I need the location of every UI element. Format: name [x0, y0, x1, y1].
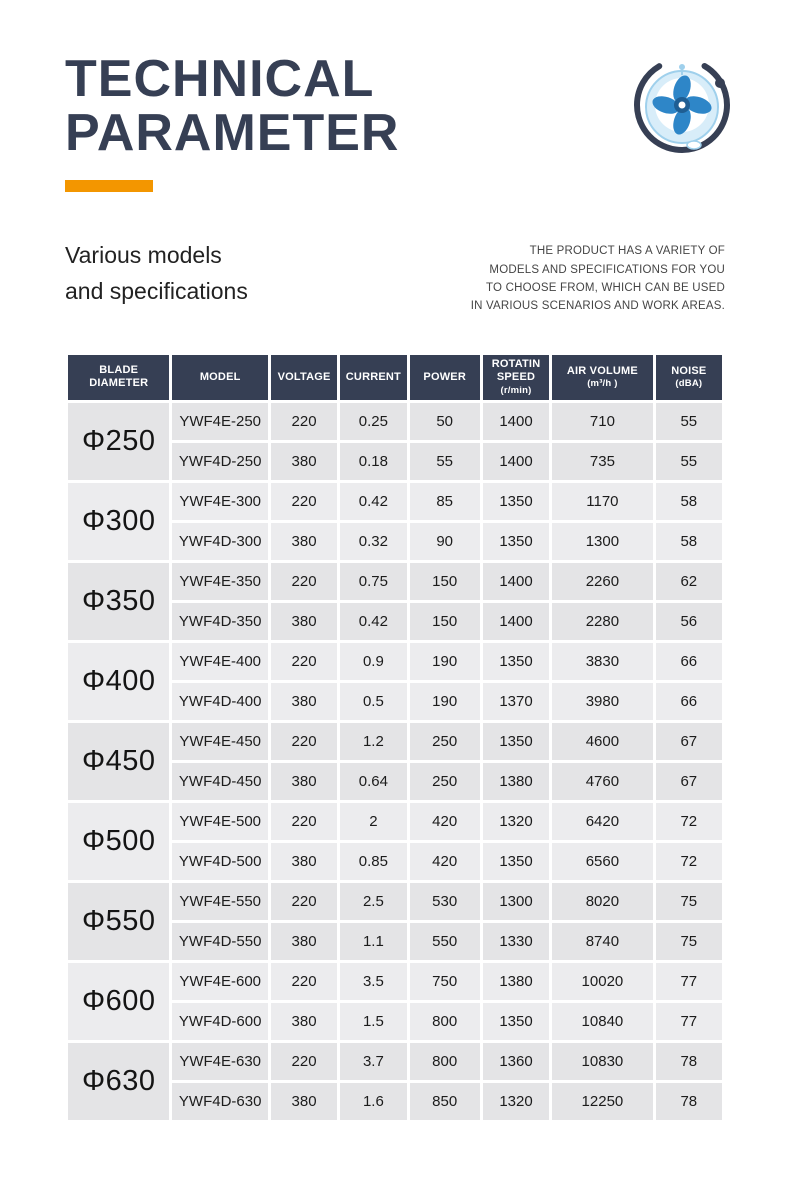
speed-cell: 1380 — [483, 963, 549, 1000]
speed-cell: 1330 — [483, 923, 549, 960]
noise-cell: 75 — [656, 923, 722, 960]
voltage-cell: 380 — [271, 443, 337, 480]
table-header-cell: BLADE DIAMETER — [68, 355, 169, 400]
current-cell: 0.32 — [340, 523, 406, 560]
current-cell: 0.5 — [340, 683, 406, 720]
description-line: IN VARIOUS SCENARIOS AND WORK AREAS. — [470, 300, 725, 313]
model-cell: YWF4E-630 — [172, 1043, 267, 1080]
air-volume-cell: 10840 — [552, 1003, 652, 1040]
speed-cell: 1320 — [483, 803, 549, 840]
blade-diameter-cell: Φ630 — [68, 1043, 169, 1120]
subtitle-line-1: Various models — [65, 242, 222, 269]
noise-cell: 55 — [656, 443, 722, 480]
model-cell: YWF4E-600 — [172, 963, 267, 1000]
current-cell: 1.2 — [340, 723, 406, 760]
air-volume-cell: 6420 — [552, 803, 652, 840]
air-volume-cell: 1300 — [552, 523, 652, 560]
power-cell: 90 — [410, 523, 480, 560]
voltage-cell: 220 — [271, 883, 337, 920]
noise-cell: 77 — [656, 1003, 722, 1040]
air-volume-cell: 710 — [552, 403, 652, 440]
noise-cell: 72 — [656, 843, 722, 880]
air-volume-cell: 10020 — [552, 963, 652, 1000]
noise-cell: 66 — [656, 643, 722, 680]
model-cell: YWF4E-450 — [172, 723, 267, 760]
model-cell: YWF4D-250 — [172, 443, 267, 480]
model-cell: YWF4D-550 — [172, 923, 267, 960]
blade-diameter-cell: Φ550 — [68, 883, 169, 960]
current-cell: 0.64 — [340, 763, 406, 800]
voltage-cell: 220 — [271, 723, 337, 760]
voltage-cell: 380 — [271, 683, 337, 720]
table-row — [68, 723, 722, 760]
table-row — [68, 403, 722, 440]
speed-cell: 1400 — [483, 563, 549, 600]
air-volume-cell: 2280 — [552, 603, 652, 640]
air-volume-cell: 8020 — [552, 883, 652, 920]
power-cell: 420 — [410, 843, 480, 880]
subtitle-line-2: and specifications — [65, 277, 248, 304]
blade-diameter-cell: Φ300 — [68, 483, 169, 560]
voltage-cell: 220 — [271, 963, 337, 1000]
current-cell: 3.5 — [340, 963, 406, 1000]
voltage-cell: 380 — [271, 1003, 337, 1040]
speed-cell: 1370 — [483, 683, 549, 720]
table-row — [68, 563, 722, 600]
speed-cell: 1350 — [483, 1003, 549, 1040]
voltage-cell: 380 — [271, 843, 337, 880]
speed-cell: 1400 — [483, 403, 549, 440]
blade-diameter-cell: Φ400 — [68, 643, 169, 720]
noise-cell: 55 — [656, 403, 722, 440]
power-cell: 530 — [410, 883, 480, 920]
power-cell: 150 — [410, 603, 480, 640]
voltage-cell: 220 — [271, 483, 337, 520]
voltage-cell: 380 — [271, 523, 337, 560]
air-volume-cell: 3980 — [552, 683, 652, 720]
air-volume-cell: 1170 — [552, 483, 652, 520]
current-cell: 0.18 — [340, 443, 406, 480]
brand-logo — [632, 55, 732, 155]
noise-cell: 78 — [656, 1083, 722, 1120]
current-cell: 0.25 — [340, 403, 406, 440]
speed-cell: 1350 — [483, 843, 549, 880]
air-volume-cell: 735 — [552, 443, 652, 480]
voltage-cell: 220 — [271, 803, 337, 840]
voltage-cell: 220 — [271, 403, 337, 440]
model-cell: YWF4D-300 — [172, 523, 267, 560]
noise-cell: 62 — [656, 563, 722, 600]
table-row — [68, 643, 722, 680]
model-cell: YWF4D-450 — [172, 763, 267, 800]
model-cell: YWF4D-500 — [172, 843, 267, 880]
intro-section — [65, 238, 725, 316]
blade-diameter-cell: Φ450 — [68, 723, 169, 800]
speed-cell: 1320 — [483, 1083, 549, 1120]
blade-diameter-cell: Φ350 — [68, 563, 169, 640]
current-cell: 1.1 — [340, 923, 406, 960]
subtitle — [65, 238, 248, 309]
power-cell: 550 — [410, 923, 480, 960]
model-cell: YWF4D-630 — [172, 1083, 267, 1120]
voltage-cell: 380 — [271, 763, 337, 800]
description-line: MODELS AND SPECIFICATIONS FOR YOU — [489, 263, 725, 276]
noise-cell: 58 — [656, 483, 722, 520]
spec-table — [65, 352, 725, 1123]
voltage-cell: 380 — [271, 1083, 337, 1120]
table-header-cell: CURRENT — [340, 355, 406, 400]
table-head-row — [68, 355, 722, 400]
noise-cell: 66 — [656, 683, 722, 720]
noise-cell: 77 — [656, 963, 722, 1000]
power-cell: 55 — [410, 443, 480, 480]
power-cell: 250 — [410, 763, 480, 800]
noise-cell: 58 — [656, 523, 722, 560]
power-cell: 800 — [410, 1043, 480, 1080]
air-volume-cell: 6560 — [552, 843, 652, 880]
current-cell: 0.42 — [340, 603, 406, 640]
air-volume-cell: 2260 — [552, 563, 652, 600]
current-cell: 3.7 — [340, 1043, 406, 1080]
air-volume-cell: 12250 — [552, 1083, 652, 1120]
air-volume-cell: 4600 — [552, 723, 652, 760]
current-cell: 0.9 — [340, 643, 406, 680]
voltage-cell: 380 — [271, 923, 337, 960]
noise-cell: 56 — [656, 603, 722, 640]
accent-bar — [65, 180, 153, 192]
power-cell: 150 — [410, 563, 480, 600]
table-row — [68, 1043, 722, 1080]
voltage-cell: 220 — [271, 1043, 337, 1080]
description — [471, 242, 725, 316]
voltage-cell: 220 — [271, 643, 337, 680]
current-cell: 1.6 — [340, 1083, 406, 1120]
current-cell: 2 — [340, 803, 406, 840]
table-row — [68, 483, 722, 520]
noise-cell: 67 — [656, 763, 722, 800]
model-cell: YWF4E-250 — [172, 403, 267, 440]
model-cell: YWF4E-500 — [172, 803, 267, 840]
speed-cell: 1350 — [483, 643, 549, 680]
table-row — [68, 803, 722, 840]
model-cell: YWF4E-550 — [172, 883, 267, 920]
speed-cell: 1400 — [483, 603, 549, 640]
speed-cell: 1350 — [483, 523, 549, 560]
voltage-cell: 380 — [271, 603, 337, 640]
description-line: TO CHOOSE FROM, WHICH CAN BE USED — [486, 281, 725, 294]
power-cell: 750 — [410, 963, 480, 1000]
fan-mascot-icon — [632, 55, 732, 155]
noise-cell: 75 — [656, 883, 722, 920]
blade-diameter-cell: Φ250 — [68, 403, 169, 480]
table-header-cell: ROTATIN SPEED (r/min) — [483, 355, 549, 400]
power-cell: 250 — [410, 723, 480, 760]
current-cell: 0.75 — [340, 563, 406, 600]
model-cell: YWF4D-400 — [172, 683, 267, 720]
voltage-cell: 220 — [271, 563, 337, 600]
noise-cell: 78 — [656, 1043, 722, 1080]
air-volume-cell: 10830 — [552, 1043, 652, 1080]
air-volume-cell: 3830 — [552, 643, 652, 680]
model-cell: YWF4D-600 — [172, 1003, 267, 1040]
air-volume-cell: 8740 — [552, 923, 652, 960]
power-cell: 85 — [410, 483, 480, 520]
speed-cell: 1380 — [483, 763, 549, 800]
power-cell: 420 — [410, 803, 480, 840]
model-cell: YWF4E-300 — [172, 483, 267, 520]
power-cell: 190 — [410, 643, 480, 680]
model-cell: YWF4D-350 — [172, 603, 267, 640]
current-cell: 2.5 — [340, 883, 406, 920]
description-line: THE PRODUCT HAS A VARIETY OF — [529, 245, 725, 258]
power-cell: 800 — [410, 1003, 480, 1040]
title-line-2: PARAMETER — [65, 104, 400, 163]
table-header-cell: AIR VOLUME (m³/h ) — [552, 355, 652, 400]
table-header-cell: VOLTAGE — [271, 355, 337, 400]
speed-cell: 1350 — [483, 483, 549, 520]
current-cell: 1.5 — [340, 1003, 406, 1040]
noise-cell: 72 — [656, 803, 722, 840]
noise-cell: 67 — [656, 723, 722, 760]
current-cell: 0.42 — [340, 483, 406, 520]
table-body — [68, 403, 722, 1120]
speed-cell: 1350 — [483, 723, 549, 760]
blade-diameter-cell: Φ600 — [68, 963, 169, 1040]
model-cell: YWF4E-400 — [172, 643, 267, 680]
current-cell: 0.85 — [340, 843, 406, 880]
speed-cell: 1400 — [483, 443, 549, 480]
speed-cell: 1300 — [483, 883, 549, 920]
table-row — [68, 963, 722, 1000]
page-title — [65, 50, 725, 163]
table-header-cell: MODEL — [172, 355, 267, 400]
table-header-cell: POWER — [410, 355, 480, 400]
blade-diameter-cell: Φ500 — [68, 803, 169, 880]
power-cell: 850 — [410, 1083, 480, 1120]
air-volume-cell: 4760 — [552, 763, 652, 800]
power-cell: 50 — [410, 403, 480, 440]
table-header-cell: NOISE (dBA) — [656, 355, 722, 400]
title-line-1: TECHNICAL — [65, 50, 375, 108]
power-cell: 190 — [410, 683, 480, 720]
table-row — [68, 883, 722, 920]
speed-cell: 1360 — [483, 1043, 549, 1080]
model-cell: YWF4E-350 — [172, 563, 267, 600]
